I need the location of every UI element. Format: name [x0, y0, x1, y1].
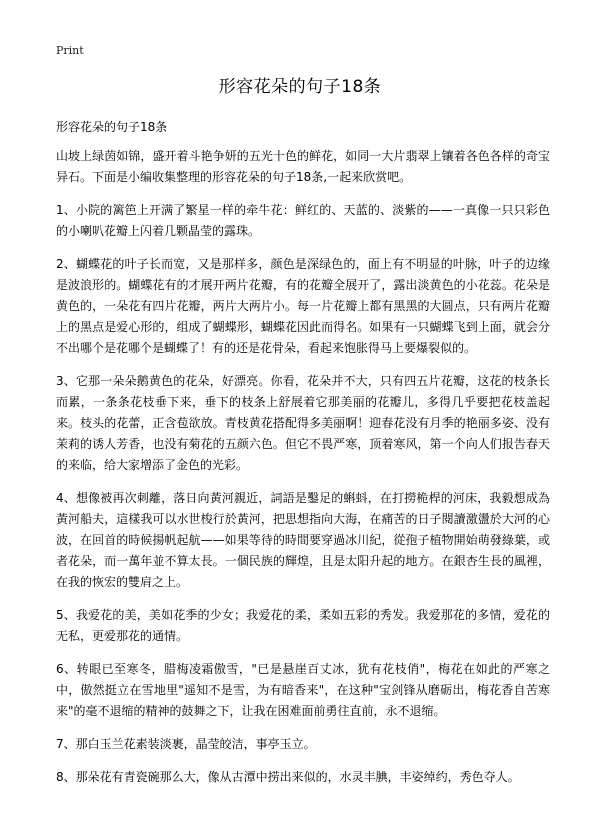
- paragraph-2: 2、蝴蝶花的叶子长而宽，又是那样多，颜色是深绿色的，面上有不明显的叶脉，叶子的边缘是波浪形的。蝴蝶花有的才展开两片花瓣，有的花瓣全展开了，露出淡黄色的小花蕊。花朵是黄色的，一朵花有四片花瓣，两片大两片小。每一片花瓣上都有黑黑的大圆点，只有两片花瓣上的黑点是爱心形的，组成了蝴蝶形，蝴蝶花因此而得名。如果有一只蝴蝶飞到上面，就会分不出哪个是花哪个是蝴蝶了！有的还是花骨朵，看起来饱胀得马上要爆裂似的。: [56, 257, 550, 355]
- paragraph-8: 8、那朵花有青瓷碗那么大，像从古潭中捞出来似的，水灵丰腆，丰姿绰约，秀色夺人。: [56, 770, 520, 784]
- paragraph-1: 1、小院的篱笆上开满了繁星一样的牵牛花：鲜红的、天蓝的、淡紫的——一真像一只只彩色的小喇叭花瓣上闪着几颗晶莹的露珠。: [56, 203, 550, 238]
- paragraph-4: 4、想像被再次刺離，落日向黃河親近，詞語是鑿足的蝌蚪，在打撈桅桿的河床，我毅想成為黃河船夫，這樣我可以水世梭行於黃河，把思想指向大海，在痛苦的日子閱讀激盪於大河的心波，在回首的時候揚帆起航——如果等待的時間要穿過冰川紀，從孢子植物開始萌發綠葉，或者花朵，而一萬年並不算太長。一個民族的輝煌，且是太阳升起的地方。在銀杏生長的風裡，在我的恢宏的雙肩之上。: [56, 491, 550, 589]
- paragraph-6: 6、转眼已至寒冬，腊梅凌霜傲雪，"已是悬崖百丈冰，犹有花枝俏"，梅花在如此的严寒之中，傲然挺立在雪地里"遥知不是雪，为有暗香来"，在这种"宝剑锋从磨砺出，梅花香自苦寒来"的毫不退缩的精神的鼓舞之下，让我在困难面前勇往直前，永不退缩。: [56, 662, 550, 718]
- paragraph-3: 3、它那一朵朵鹅黄色的花朵，好漂亮。你看，花朵并不大，只有四五片花瓣，这花的枝条长而累，一条条花枝垂下来，垂下的枝条上舒展着它那美丽的花瓣儿，多得几乎要把花枝盖起来。枝头的花蕾，正含苞欲放。青枝黄花搭配得多美丽啊！迎春花没有月季的艳丽多姿、没有茉莉的诱人芳香，也没有菊花的五颜六色。但它不畏严寒，顶着寒风，第一个向人们报告春天的来临，给大家增添了金色的光彩。: [56, 374, 550, 472]
- article-subtitle: 形容花朵的句子18条: [56, 120, 168, 134]
- print-link[interactable]: Print: [56, 44, 84, 57]
- page-title: 形容花朵的句子18条: [218, 77, 382, 97]
- intro-paragraph: 山坡上绿茵如锦，盛开着斗艳争妍的五光十色的鲜花，如同一大片翡翠上镶着各色各样的奇宝异石。下面是小编收集整理的形容花朵的句子18条,一起来欣赏吧。: [56, 149, 550, 184]
- paragraph-5: 5、我爱花的美，美如花季的少女；我爱花的柔，柔如五彩的秀发。我爱那花的多情，爱花的无私，更爱那花的通情。: [56, 608, 550, 643]
- article-body: [56, 146, 550, 800]
- paragraph-7: 7、那白玉兰花素装淡裹，晶莹皎洁，事亭玉立。: [56, 737, 316, 751]
